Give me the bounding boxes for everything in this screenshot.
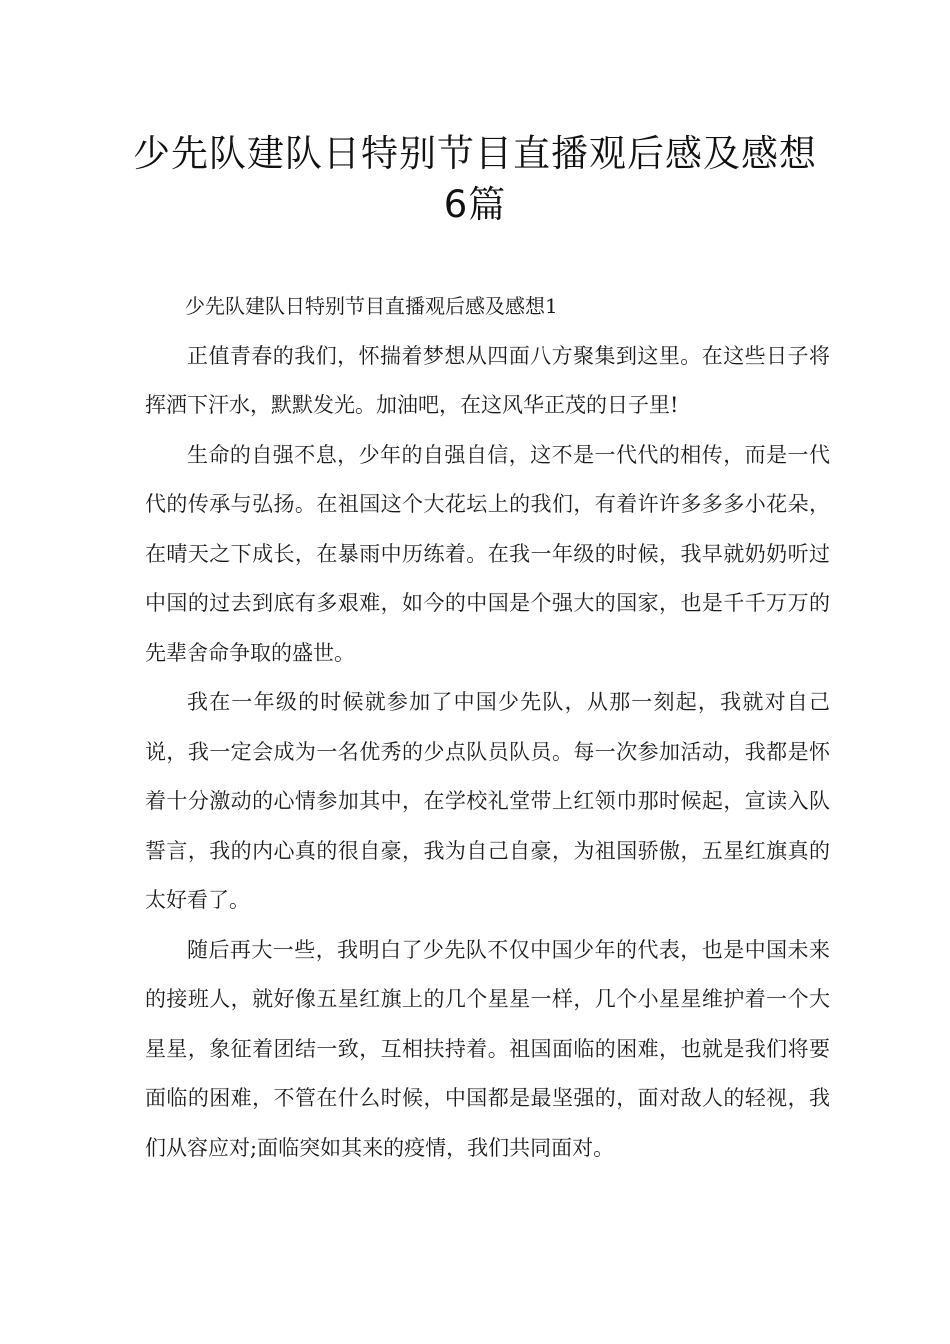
paragraph: 生命的自强不息，少年的自强自信，这不是一代代的相传，而是一代代的传承与弘扬。在祖国这个大花坛上的我们，有着许许多多多小花朵，在晴天之下成长，在暴雨中历练着。在我一年级的时候，我早就奶奶听过中国的过去到底有多艰难，如今的中国是个强大的国家，也是千千万万的先辈舍命争取的盛世。: [145, 442, 830, 665]
paragraph: 随后再大一些，我明白了少先队不仅中国少年的代表，也是中国未来的接班人，就好像五星红旗上的几个星星一样，几个小星星维护着一个大星星，象征着团结一致，互相扶持着。祖国面临的困难，也就是我们将要面临的困难，不管在什么时候，中国都是最坚强的，面对敌人的轻视，我们从容应对;面临突如其来的疫情，我们共同面对。: [145, 937, 830, 1160]
section-heading: 少先队建队日特别节目直播观后感及感想1: [185, 294, 558, 318]
paragraph: 正值青春的我们，怀揣着梦想从四面八方聚集到这里。在这些日子将挥洒下汗水，默默发光。加油吧，在这风华正茂的日子里!: [145, 343, 830, 417]
paragraph: 我在一年级的时候就参加了中国少先队，从那一刻起，我就对自己说，我一定会成为一名优秀的少点队员队员。每一次参加活动，我都是怀着十分激动的心情参加其中，在学校礼堂带上红领巾那时候起，宣读入队誓言，我的内心真的很自豪，我为自己自豪，为祖国骄傲，五星红旗真的太好看了。: [145, 690, 830, 912]
document-body: [145, 282, 830, 1173]
document-title: 少先队建队日特别节目直播观后感及感想6篇: [133, 132, 817, 226]
